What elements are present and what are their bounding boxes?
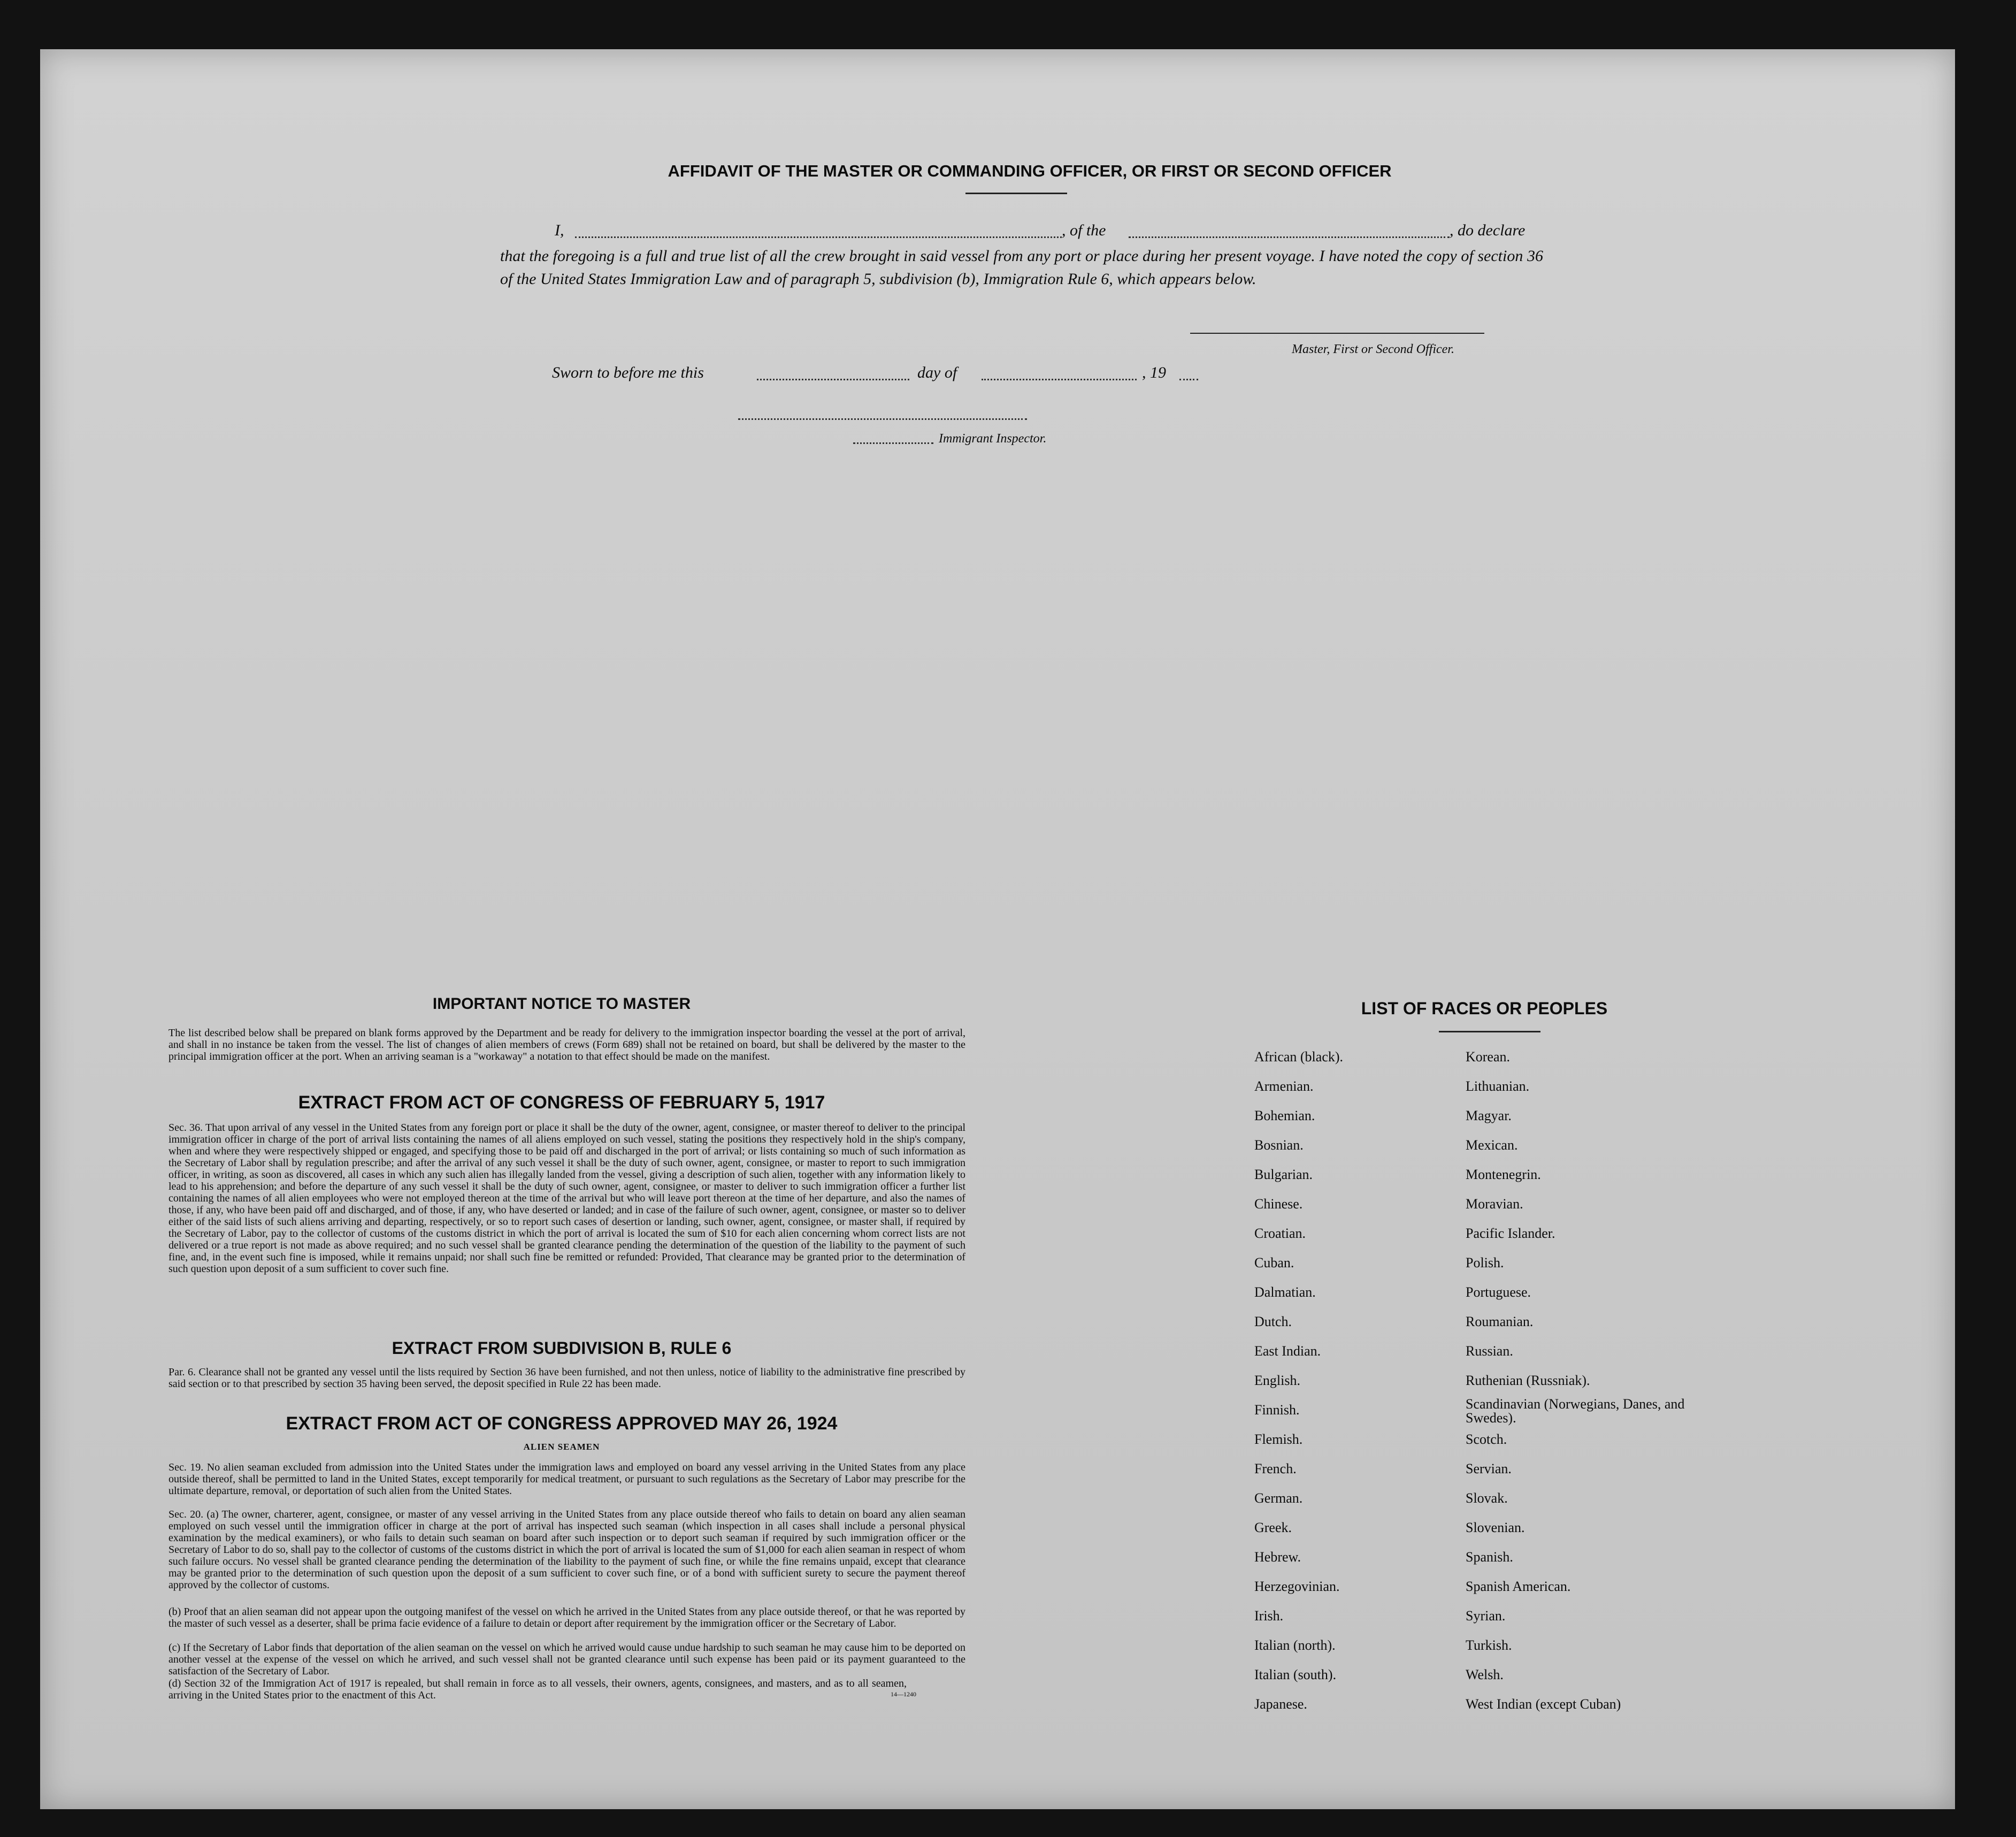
notice-title: IMPORTANT NOTICE TO MASTER [432,995,691,1013]
race-item: Scandinavian (Norwegians, Danes, and Swedes). [1466,1396,1685,1426]
race-item: Bohemian. [1254,1108,1315,1123]
title-rule [965,193,1067,194]
race-item: Welsh. [1466,1667,1504,1682]
race-item: African (black). [1254,1049,1344,1065]
form-sheet [40,49,1955,1809]
race-item: Croatian. [1254,1226,1306,1241]
affidavit-body: that the foregoing is a full and true list of all the crew brought in said vessel from any port or place during her present voyage. I have noted the copy of section 36 of the United States Immigration Law and of paragraph 5, subdivision (b), Immigration Rule 6, which appears below. [500,247,1543,288]
race-item: Armenian. [1254,1078,1314,1094]
bleed-through-region [254,183,1859,985]
race-item: East Indian. [1254,1343,1321,1359]
race-item: Herzegovinian. [1254,1579,1340,1594]
master-signature-line [1190,333,1484,334]
race-item: Korean. [1466,1049,1511,1065]
sworn-label: Sworn to before me this [552,364,704,381]
notice-text: The list described below shall be prepared on blank forms approved by the Department and be ready for delivery to the immigration inspector boarding the vessel at the port of arrival, and shall in no instance be taken from the vessel. The list of changes of alien members of crews (Form 689) shall not be retained on board, but shall be delivered by the master to the principal immigration officer at the port. When an arriving seaman is a "workaway" a notation to that effect should be made on the manifest. [168,1027,965,1062]
master-signature-label: Master, First or Second Officer. [1292,342,1454,356]
race-item: Italian (south). [1254,1667,1337,1682]
extract-1924-paragraph: (b) Proof that an alien seaman did not appear upon the outgoing manifest of the vessel on which he arrived in the United States from any place outside thereof, or that he was reported by the master of such vessel as a deserter, shall be prima facie evidence of a failure to detain or deport after requirement by the immigration officer or the Secretary of Labor. [168,1606,965,1629]
race-item: West Indian (except Cuban) [1466,1696,1621,1712]
race-item: Slovenian. [1466,1520,1525,1535]
affidavit-of-the-label: , of the [1062,221,1106,239]
race-item: Italian (north). [1254,1637,1336,1653]
race-item: Hebrew. [1254,1549,1301,1565]
race-item: Servian. [1466,1461,1512,1476]
race-item: Irish. [1254,1608,1284,1624]
race-item: Bulgarian. [1254,1167,1313,1182]
extract-1924-paragraph: (d) Section 32 of the Immigration Act of 1917 is repealed, but shall remain in force as to all vessels, their owners, agents, consignees, and masters, and as to all seamen, arriving in the United States prior to the enactment of this Act. [168,1678,907,1701]
races-left-column [1254,1042,1458,1719]
race-item: Ruthenian (Russniak). [1466,1373,1590,1388]
race-item: Pacific Islander. [1466,1226,1555,1241]
sworn-day-line [757,379,909,380]
race-item: Spanish. [1466,1549,1513,1565]
race-item: Japanese. [1254,1696,1307,1712]
extract-1924-paragraph: Sec. 19. No alien seaman excluded from admission into the United States under the immigration laws and employed on board any vessel arriving in the United States from any place outside thereof, shall be permitted to land in the United States, except temporarily for medical treatment, or pursuant to such regulations as the Secretary of Labor may prescribe for the ultimate departure, removal, or deportation of such alien from the United States. [168,1461,965,1497]
extract-rule6-title: EXTRACT FROM SUBDIVISION B, RULE 6 [392,1338,732,1358]
race-item: Syrian. [1466,1608,1506,1624]
day-of-label: day of [917,364,957,381]
race-item: English. [1254,1373,1300,1388]
race-item: German. [1254,1490,1303,1506]
affidavit-title: AFFIDAVIT OF THE MASTER OR COMMANDING OFFICER, OR FIRST OR SECOND OFFICER [668,162,1392,180]
race-item: Finnish. [1254,1402,1300,1418]
form-code: 14—1240 [891,1690,916,1698]
affidavit-i-label: I, [555,221,564,239]
race-item: Dutch. [1254,1314,1292,1329]
master-name-line [575,236,1062,238]
race-item: Spanish American. [1466,1579,1571,1594]
extract-1924-title: EXTRACT FROM ACT OF CONGRESS APPROVED MAY 26, 1924 [286,1413,838,1434]
inspector-prefix-line [853,442,933,444]
race-item: Lithuanian. [1466,1078,1530,1094]
race-item: Bosnian. [1254,1137,1304,1153]
race-item: Roumanian. [1466,1314,1534,1329]
race-item: Magyar. [1466,1108,1512,1123]
sworn-month-line [982,379,1137,380]
race-item: Flemish. [1254,1432,1303,1447]
extract-1924-paragraph: Sec. 20. (a) The owner, charterer, agent, consignee, or master of any vessel arriving in the United States from any place outside thereof who fails to detain on board any alien seaman employed on such vessel until the immigration officer in charge at the port of arrival has inspected such seaman (which inspection in all cases shall include a personal physical examination by the medical examiners), or who fails to detain such seaman on board after such inspection or to deport such seaman if required by such immigration officer or the Secretary of Labor to do so, shall pay to the collector of customs of the customs district in which the port of arrival is located the sum of $1,000 for each alien seaman in respect of whom such failure occurs. No vessel shall be granted clearance pending the determination of the liability to the payment of such fine, or while the fine remains unpaid, except that clearance may be granted prior to the determination of such question upon the deposit of a sum sufficient to cover such fine, or of a bond with sufficient surety to secure the payment thereof approved by the collector of customs. [168,1509,965,1591]
race-item: Greek. [1254,1520,1292,1535]
extract-1917-text: Sec. 36. That upon arrival of any vessel in the United States from any foreign port or place it shall be the duty of the owner, agent, consignee, or master thereof to deliver to the principal immigration officer in charge of the port of arrival lists containing the names of all aliens employed on such vessel, stating the positions they respectively hold in the ship's company, when and where they were respectively shipped or engaged, and specifying those to be paid off and discharged in the port of arrival; or lists containing so much of such information as the Secretary of Labor shall by regulation prescribe; and after the arrival of any such vessel it shall be the duty of such owner, agent, consignee, or master to report to such immigration officer, in writing, as soon as discovered, all cases in which any such alien has illegally landed from the vessel, giving a description of such alien, together with any information likely to lead to his apprehension; and before the departure of any such vessel it shall be the duty of such owner, agent, consignee, or master to deliver to such immigration officer a further list containing the names of all alien employees who were not employed thereon at the time of the arrival but who will leave port thereon at the time of her departure, and also the names of those, if any, who have been paid off and discharged, and of those, if any, who have deserted or landed; and in case of the failure of such owner, agent, consignee, or master so to deliver either of the said lists of such aliens arriving and departing, respectively, or so to report such cases of desertion or landing, such owner, agent, consignee, or master shall, if required by the Secretary of Labor, pay to the collector of customs of the customs district in which the port of arrival is located the sum of $10 for each alien concerning whom correct lists are not delivered or a true report is not made as above required; and no such vessel shall be granted clearance pending the determination of the question of the liability to the payment of such fine, and, in the event such fine is imposed, while it remains unpaid; nor shall such fine be remitted or refunded: Provided, That clearance may be granted prior to the determination of such question upon deposit of a sum sufficient to cover such fine. [168,1122,965,1275]
extract-rule6-text: Par. 6. Clearance shall not be granted any vessel until the lists required by Section 36 have been furnished, and not then unless, notice of liability to the administrative fine prescribed by said section or to that prescribed by section 35 having been served, the deposit specified in Rule 22 has been made. [168,1366,965,1390]
inspector-signature-line [738,418,1027,420]
race-item: Montenegrin. [1466,1167,1541,1182]
extract-1924-subtitle: ALIEN SEAMEN [523,1442,600,1452]
sworn-year-line [1179,379,1198,380]
year-label: , 19 [1142,364,1166,381]
races-title: LIST OF RACES OR PEOPLES [1361,999,1608,1018]
race-item: Slovak. [1466,1490,1508,1506]
extract-1917-title: EXTRACT FROM ACT OF CONGRESS OF FEBRUARY 5, 1917 [298,1092,825,1113]
vessel-name-line [1129,236,1450,238]
race-item: Russian. [1466,1343,1513,1359]
race-item: Dalmatian. [1254,1284,1316,1300]
race-item: Turkish. [1466,1637,1512,1653]
race-item: Polish. [1466,1255,1504,1270]
races-right-column [1466,1042,1690,1719]
race-item: Portuguese. [1466,1284,1531,1300]
race-item: Cuban. [1254,1255,1294,1270]
race-item: Chinese. [1254,1196,1303,1212]
inspector-label: Immigrant Inspector. [939,432,1047,446]
race-item: Mexican. [1466,1137,1518,1153]
races-title-rule [1439,1031,1540,1032]
extract-1924-paragraph: (c) If the Secretary of Labor finds that deportation of the alien seaman on the vessel on which he arrived would cause undue hardship to such seaman he may cause him to be deported on another vessel at the expense of the vessel on which he arrived, and such vessel shall not be granted clearance until such expense has been paid or its payment guaranteed to the satisfaction of the Secretary of Labor. [168,1642,965,1677]
race-item: French. [1254,1461,1297,1476]
race-item: Moravian. [1466,1196,1523,1212]
affidavit-do-declare-label: , do declare [1450,221,1526,239]
race-item: Scotch. [1466,1432,1507,1447]
